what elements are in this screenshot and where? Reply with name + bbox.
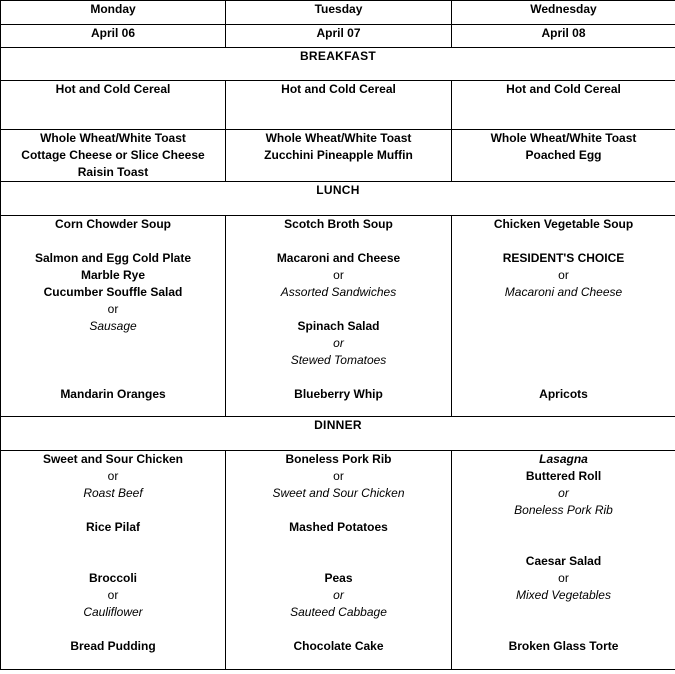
day-header: Tuesday xyxy=(226,1,452,25)
menu-item: Mixed Vegetables xyxy=(516,588,611,602)
menu-item: Corn Chowder Soup xyxy=(55,217,171,231)
spacer-line xyxy=(1,536,225,553)
spacer-line xyxy=(226,301,451,318)
spacer-line xyxy=(1,233,225,250)
breakfast-cereal-cell: Hot and Cold Cereal xyxy=(1,81,226,130)
spacer-line xyxy=(1,502,225,519)
spacer-line xyxy=(452,604,675,621)
spacer-line xyxy=(1,553,225,570)
menu-item: Whole Wheat/White Toast xyxy=(40,131,186,145)
menu-item: Sweet and Sour Chicken xyxy=(42,452,184,466)
breakfast-cereal-cell: Hot and Cold Cereal xyxy=(226,81,452,130)
menu-item: Lasagna xyxy=(539,452,588,466)
menu-item: Macaroni and Cheese xyxy=(504,285,623,299)
menu-item: or xyxy=(333,588,344,602)
menu-item: Raisin Toast xyxy=(77,165,149,179)
spacer-line xyxy=(1,621,225,638)
menu-item: Mandarin Oranges xyxy=(60,387,166,401)
menu-item: Marble Rye xyxy=(80,268,146,282)
spacer-line xyxy=(452,301,675,318)
day-header: Monday xyxy=(1,1,226,25)
spacer-line xyxy=(226,553,451,570)
menu-item: Macaroni and Cheese xyxy=(276,251,401,265)
spacer-line xyxy=(1,369,225,386)
menu-item: Roast Beef xyxy=(83,486,143,500)
menu-item: Blueberry Whip xyxy=(294,387,383,401)
dinner-cell xyxy=(1,451,226,670)
menu-item: Apricots xyxy=(539,387,588,401)
menu-item: Spinach Salad xyxy=(297,319,380,333)
breakfast-toast-cell xyxy=(226,130,452,182)
breakfast-cereal-cell: Hot and Cold Cereal xyxy=(452,81,675,130)
menu-item: or xyxy=(107,469,119,483)
breakfast-toast-cell xyxy=(1,130,226,182)
date-header: April 07 xyxy=(226,25,452,48)
dinner-section-row xyxy=(1,417,675,451)
breakfast-heading: BREAKFAST xyxy=(1,48,675,81)
menu-item: or xyxy=(107,302,119,316)
lunch-cell xyxy=(226,216,452,417)
spacer-line xyxy=(452,318,675,335)
date-header: April 06 xyxy=(1,25,226,48)
menu-item: Peas xyxy=(324,571,353,585)
breakfast-toast-cell xyxy=(452,130,675,182)
menu-item: Boneless Pork Rib xyxy=(514,503,613,517)
menu-item: Boneless Pork Rib xyxy=(285,452,392,466)
menu-item: Chocolate Cake xyxy=(293,639,384,653)
menu-item: Assorted Sandwiches xyxy=(280,285,397,299)
menu-item: or xyxy=(558,486,569,500)
breakfast-cereal-row xyxy=(1,81,675,130)
menu-item: Sauteed Cabbage xyxy=(290,605,387,619)
spacer-line xyxy=(452,519,675,536)
menu-item: Cucumber Souffle Salad xyxy=(43,285,183,299)
spacer-line xyxy=(226,621,451,638)
menu-item: Cauliflower xyxy=(83,605,143,619)
lunch-row xyxy=(1,216,675,417)
lunch-heading: LUNCH xyxy=(1,182,675,216)
day-header: Wednesday xyxy=(452,1,675,25)
menu-item: or xyxy=(558,571,569,585)
lunch-cell xyxy=(452,216,675,417)
menu-item: RESIDENT'S CHOICE xyxy=(502,251,625,265)
spacer-line xyxy=(226,369,451,386)
menu-item: Poached Egg xyxy=(525,148,602,162)
dinner-cell xyxy=(226,451,452,670)
menu-item: Whole Wheat/White Toast xyxy=(490,131,637,145)
menu-item: Scotch Broth Soup xyxy=(284,217,393,231)
menu-item: or xyxy=(333,469,344,483)
menu-item: or xyxy=(333,336,344,350)
spacer-line xyxy=(1,352,225,369)
menu-item: Caesar Salad xyxy=(525,554,602,568)
spacer-line xyxy=(452,335,675,352)
menu-item: or xyxy=(558,268,569,282)
menu-item: Sausage xyxy=(89,319,137,333)
date-header-row xyxy=(1,25,675,48)
spacer-line xyxy=(1,335,225,352)
menu-item: Cottage Cheese or Slice Cheese xyxy=(21,148,205,162)
spacer-line xyxy=(226,502,451,519)
day-header-row xyxy=(1,1,675,25)
spacer-line xyxy=(452,621,675,638)
menu-item: Broken Glass Torte xyxy=(508,639,619,653)
dinner-heading: DINNER xyxy=(1,417,675,451)
breakfast-toast-row xyxy=(1,130,675,182)
date-header: April 08 xyxy=(452,25,675,48)
dinner-row xyxy=(1,451,675,670)
menu-item: or xyxy=(333,268,344,282)
spacer-line xyxy=(226,233,451,250)
menu-item: Salmon and Egg Cold Plate xyxy=(34,251,192,265)
breakfast-section-row xyxy=(1,48,675,81)
spacer-line xyxy=(226,536,451,553)
menu-item: Bread Pudding xyxy=(70,639,156,653)
menu-item: Broccoli xyxy=(88,571,137,585)
dinner-cell xyxy=(452,451,675,670)
menu-item: Rice Pilaf xyxy=(85,520,141,534)
lunch-cell xyxy=(1,216,226,417)
spacer-line xyxy=(452,233,675,250)
spacer-line xyxy=(452,536,675,553)
menu-item: Mashed Potatoes xyxy=(289,520,388,534)
spacer-line xyxy=(452,352,675,369)
menu-item: Stewed Tomatoes xyxy=(290,353,387,367)
menu-item: Whole Wheat/White Toast xyxy=(265,131,412,145)
lunch-section-row xyxy=(1,182,675,216)
spacer-line xyxy=(452,369,675,386)
menu-item: or xyxy=(107,588,119,602)
menu-item: Buttered Roll xyxy=(525,469,602,483)
menu-item: Chicken Vegetable Soup xyxy=(493,217,634,231)
menu-item: Zucchini Pineapple Muffin xyxy=(264,148,413,162)
menu-item: Sweet and Sour Chicken xyxy=(272,486,405,500)
